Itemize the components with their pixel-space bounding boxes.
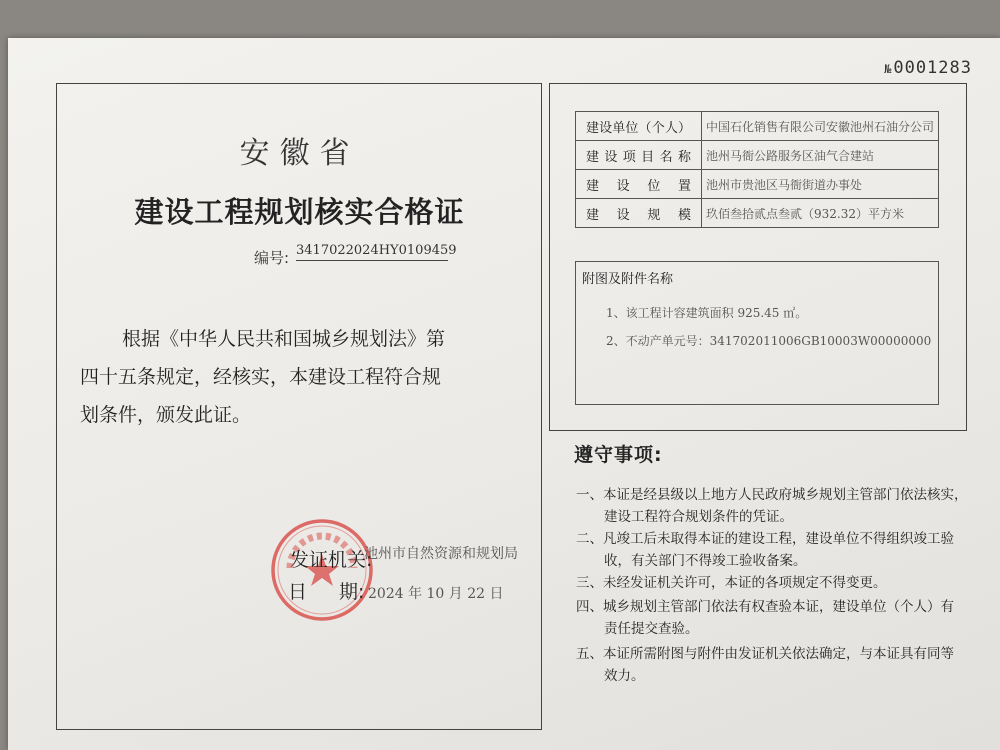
date-value: 2024 年 10 月 22 日 [368,586,504,602]
project-info-table [575,111,939,228]
row-value: 玖佰叁拾贰点叁贰（932.32）平方米 [701,199,938,228]
row-label: 建设位置 [576,170,702,199]
date-label-b: 期: [339,581,365,603]
date-label-a: 日 [288,581,308,603]
body-line: 四十五条规定，经核实，本建设工程符合规 [80,366,442,388]
row-label: 建设规模 [576,199,702,228]
serial-number [884,58,972,78]
table-row [576,141,939,170]
notice-line: 一、本证是经县级以上地方人民政府城乡规划主管部门依法核实， [576,487,968,503]
row-value: 池州马衙公路服务区油气合建站 [701,141,938,170]
serial-value: 0001283 [893,58,972,78]
province-title: 安徽省 [239,136,360,171]
notice-line-cont: 效力。 [604,668,645,684]
attachment-item: 2、不动产单元号：341702011006GB10003W00000000 [606,334,932,348]
row-label: 建设单位（个人） [576,112,702,141]
notice-line: 二、凡竣工后未取得本证的建设工程，建设单位不得组织竣工验 [576,531,954,547]
notice-item [576,572,980,594]
table-row [576,199,939,228]
table-row [576,112,939,141]
attachments-title: 附图及附件名称 [582,272,674,287]
number-value: 3417022024HY0109459 [296,243,448,261]
issuer-value: 池州市自然资源和规划局 [364,546,518,562]
notice-line-cont: 建设工程符合规划条件的凭证。 [604,509,793,525]
notice-item [576,643,980,687]
attachments-box [575,261,939,405]
certificate-title: 建设工程规划核实合格证 [134,195,465,229]
notice-line: 四、城乡规划主管部门依法有权查验本证，建设单位（个人）有 [576,599,954,615]
notice-title: 遵守事项: [574,444,663,466]
notice-line: 三、未经发证机关许可，本证的各项规定不得变更。 [576,575,887,591]
date-label [288,577,364,604]
number-label: 编号: [254,249,290,267]
notice-item [576,484,980,528]
row-label: 建设项目名称 [576,141,702,170]
issuer-label: 发证机关: [290,549,373,571]
notice-line-cont: 责任提交查验。 [604,621,699,637]
row-value: 池州市贵池区马衙街道办事处 [701,170,938,199]
serial-prefix: № [884,62,893,76]
notice-line: 五、本证所需附图与附件由发证机关依法确定，与本证具有同等 [576,646,954,662]
notice-item [576,596,980,640]
notice-item [576,528,980,572]
body-line: 划条件，颁发此证。 [80,404,252,426]
notice-line-cont: 收，有关部门不得竣工验收备案。 [604,553,807,569]
certificate-body [80,320,460,434]
body-line: 根据《中华人民共和国城乡规划法》第 [122,328,446,350]
row-value: 中国石化销售有限公司安徽池州石油分公司 [701,112,938,141]
table-row [576,170,939,199]
attachment-item: 1、该工程计容建筑面积 925.45 ㎡。 [606,306,808,320]
